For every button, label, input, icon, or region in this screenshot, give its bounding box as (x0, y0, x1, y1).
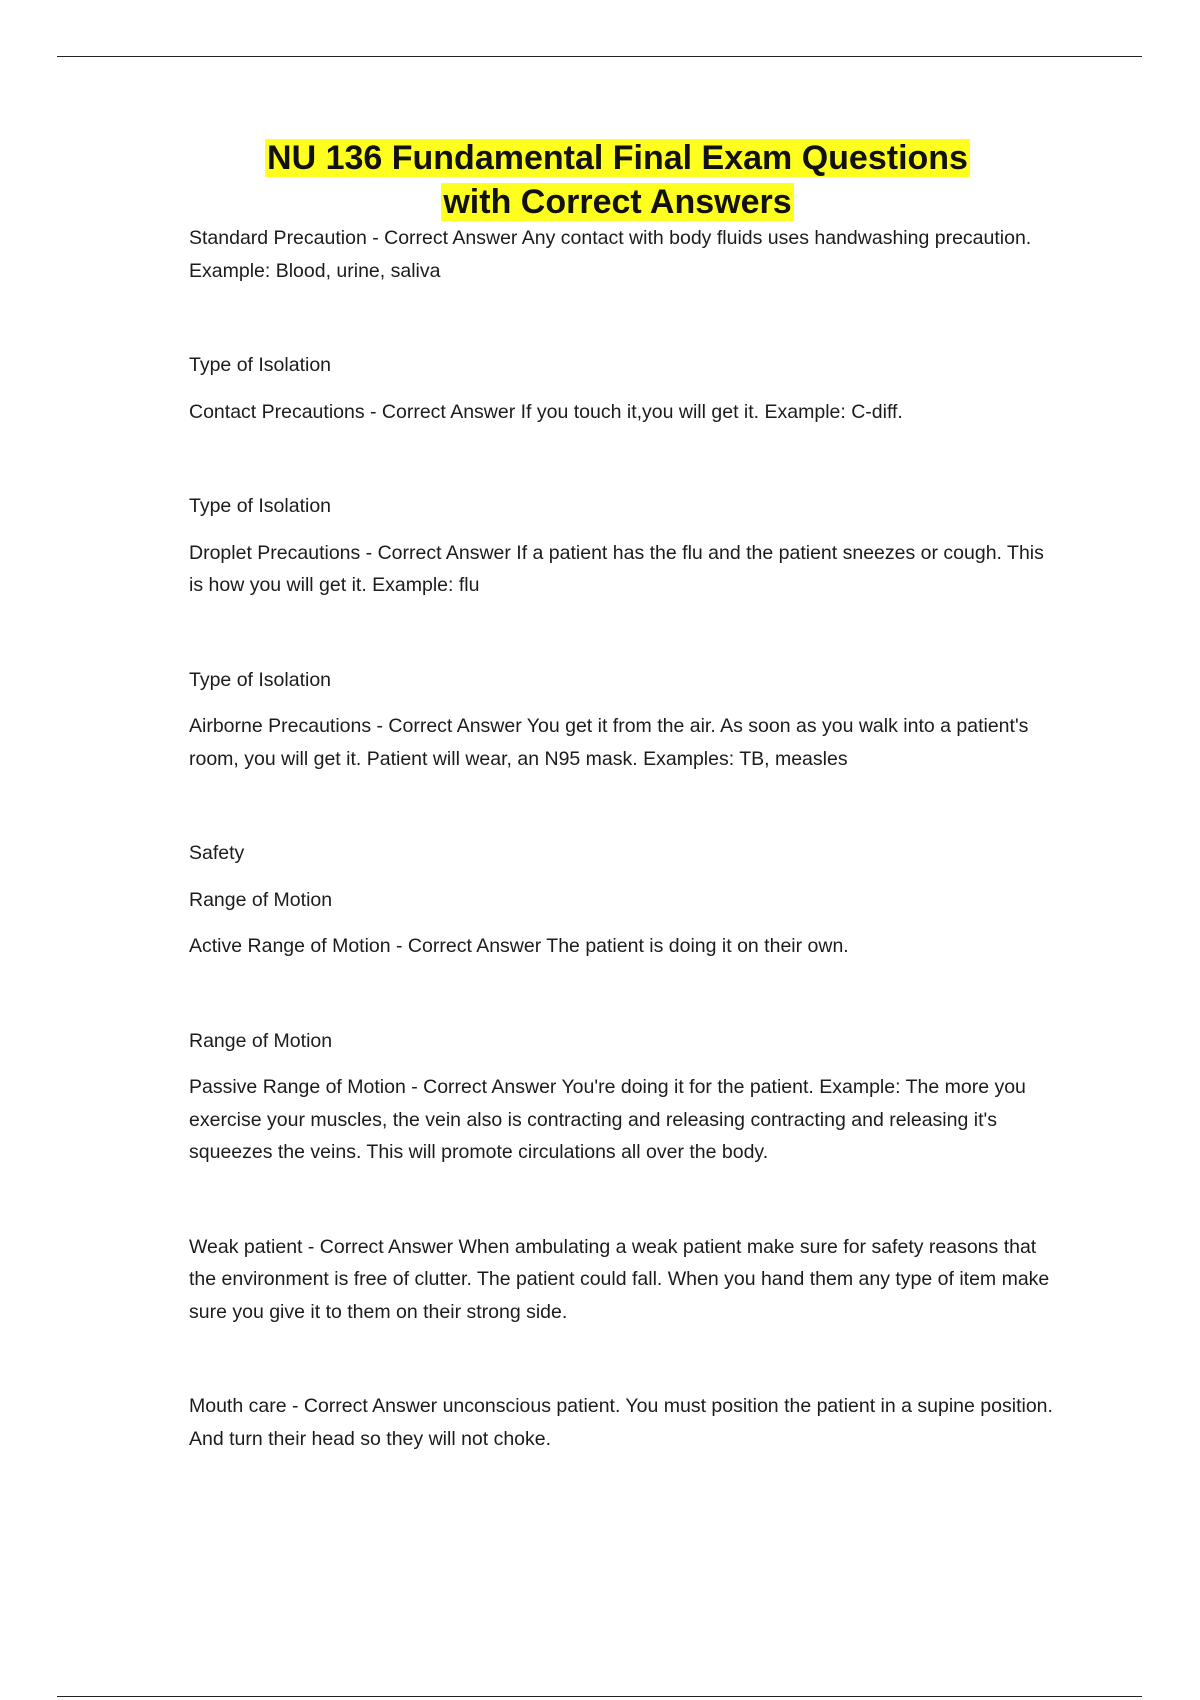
heading-range-of-motion: Range of Motion (189, 888, 333, 911)
bottom-rule (57, 1696, 1142, 1697)
heading-safety: Safety (189, 842, 245, 864)
qa-active-range-of-motion: Active Range of Motion - Correct Answer The patient is doing it on their own. (189, 935, 849, 957)
heading-type-of-isolation: Type of Isolation (189, 354, 332, 376)
title-line-1: NU 136 Fundamental Final Exam Questions (267, 139, 968, 177)
qa-mouth-care: Mouth care - Correct Answer unconscious patient. You must position the patient in a supine position. And turn their head so they will not choke. (189, 1395, 1053, 1450)
qa-droplet-precautions: Droplet Precautions - Correct Answer If a patient has the flu and the patient sneezes or cough. This is how you will get it. Example: flu (189, 541, 1044, 596)
qa-standard-precaution: Standard Precaution - Correct Answer Any contact with body fluids uses handwashing precaution. Example: Blood, urine, saliva (189, 227, 1032, 282)
qa-contact-precautions: Contact Precautions - Correct Answer If you touch it,you will get it. Example: C-diff. (189, 400, 903, 423)
top-rule (57, 56, 1142, 57)
qa-passive-range-of-motion: Passive Range of Motion - Correct Answer You're doing it for the patient. Example: The more you exercise your muscles, the vein also is contracting and releasing contracting and releasing it's squeezes the veins. This will promote circulations all over the body. (189, 1076, 1026, 1163)
heading-type-of-isolation: Type of Isolation (189, 668, 332, 691)
document-body (189, 222, 1059, 1455)
qa-airborne-precautions: Airborne Precautions - Correct Answer You get it from the air. As soon as you walk into a patient's room, you will get it. Patient will wear, an N95 mask. Examples: TB, measles (189, 715, 1029, 770)
document-title (0, 136, 1200, 224)
heading-type-of-isolation: Type of Isolation (189, 495, 332, 517)
qa-weak-patient: Weak patient - Correct Answer When ambulating a weak patient make sure for safety reasons that the environment is free of clutter. The patient could fall. When you hand them any type of item make sure you give it to them on their strong side. (189, 1235, 1050, 1323)
heading-range-of-motion: Range of Motion (189, 1029, 333, 1052)
title-line-2: with Correct Answers (443, 183, 792, 221)
